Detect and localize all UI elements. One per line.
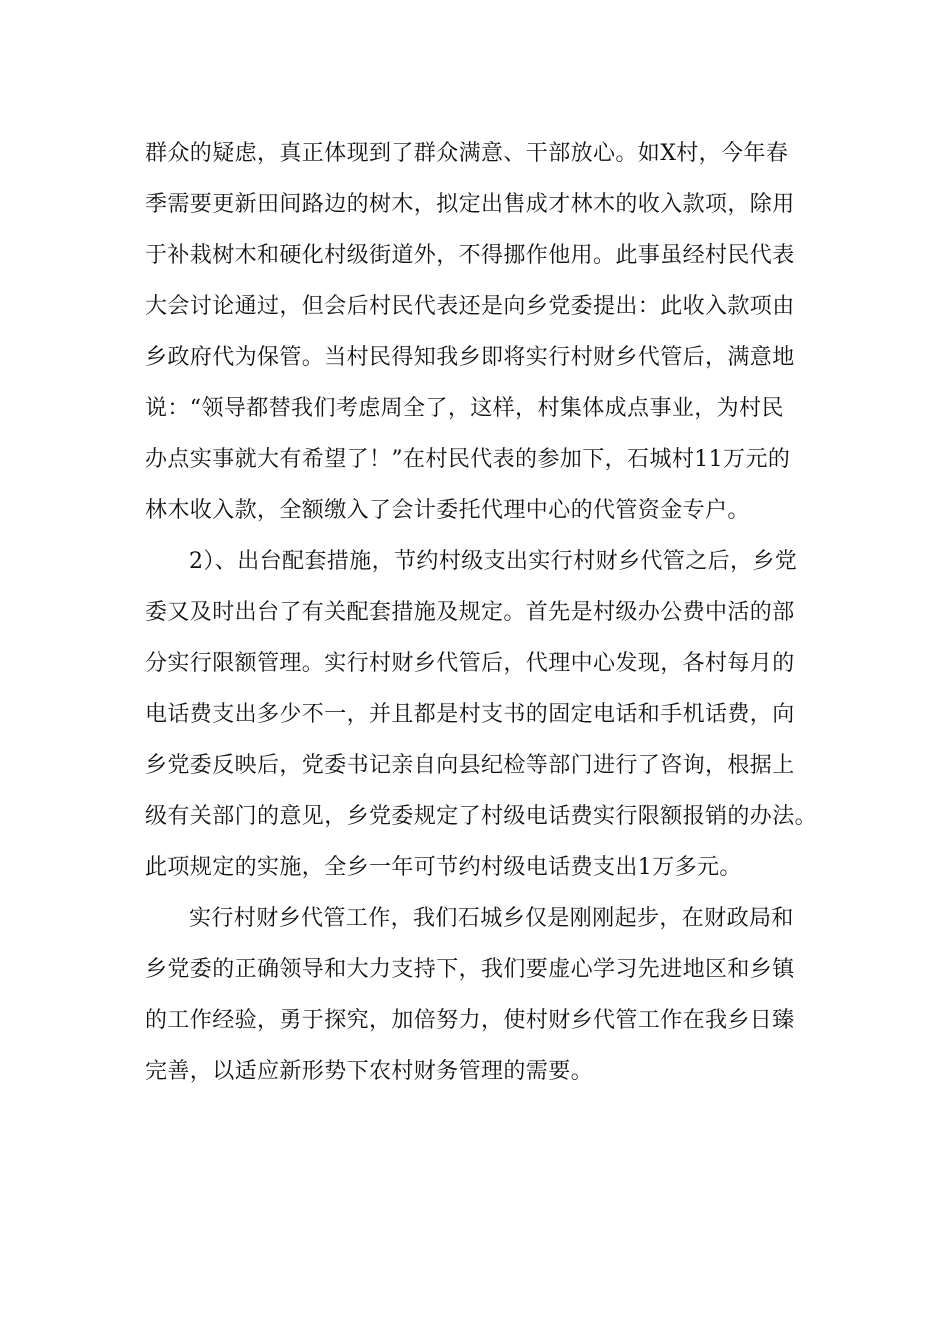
paragraph-2	[145, 536, 845, 893]
text-line: 乡党委的正确领导和大力支持下，我们要虚心学习先进地区和乡镇	[145, 957, 795, 982]
text-line: 乡党委反映后，党委书记亲自向县纪检等部门进行了咨询，根据上	[145, 753, 795, 778]
text-line: 于补栽树木和硬化村级街道外，不得挪作他用。此事虽经村民代表	[145, 243, 795, 268]
text-line: 乡政府代为保管。当村民得知我乡即将实行村财乡代管后，满意地	[145, 345, 795, 370]
text-line: 林木收入款，全额缴入了会计委托代理中心的代管资金专户。	[145, 498, 750, 523]
text-line: 完善，以适应新形势下农村财务管理的需要。	[145, 1059, 594, 1084]
paragraph-1	[145, 128, 845, 536]
text-line: 委又及时出台了有关配套措施及规定。首先是村级办公费中活的部	[145, 600, 795, 625]
text-line: 级有关部门的意见，乡党委规定了村级电话费实行限额报销的办法。	[145, 804, 818, 829]
text-line: 2）、出台配套措施，节约村级支出实行村财乡代管之后，乡党	[189, 549, 798, 574]
text-line: 电话费支出多少不一，并且都是村支书的固定电话和手机话费，向	[145, 702, 795, 727]
text-line: 分实行限额管理。实行村财乡代管后，代理中心发现，各村每月的	[145, 651, 795, 676]
text-line: 的工作经验，勇于探究，加倍努力，使村财乡代管工作在我乡日臻	[145, 1008, 795, 1033]
text-line: 办点实事就大有希望了！”在村民代表的参加下，石城村11万元的	[145, 447, 791, 472]
text-line: 大会讨论通过，但会后村民代表还是向乡党委提出：此收入款项由	[145, 294, 795, 319]
text-line: 群众的疑虑，真正体现到了群众满意、干部放心。如X村，今年春	[145, 141, 789, 166]
text-line: 此项规定的实施，全乡一年可节约村级电话费支出1万多元。	[145, 855, 742, 880]
paragraph-3	[145, 893, 845, 1097]
text-line: 说：“领导都替我们考虑周全了，这样，村集体成点事业，为村民	[145, 396, 784, 421]
text-line: 实行村财乡代管工作，我们石城乡仅是刚刚起步，在财政局和	[189, 906, 794, 931]
document-body	[145, 128, 845, 1097]
text-line: 季需要更新田间路边的树木，拟定出售成才林木的收入款项，除用	[145, 192, 795, 217]
